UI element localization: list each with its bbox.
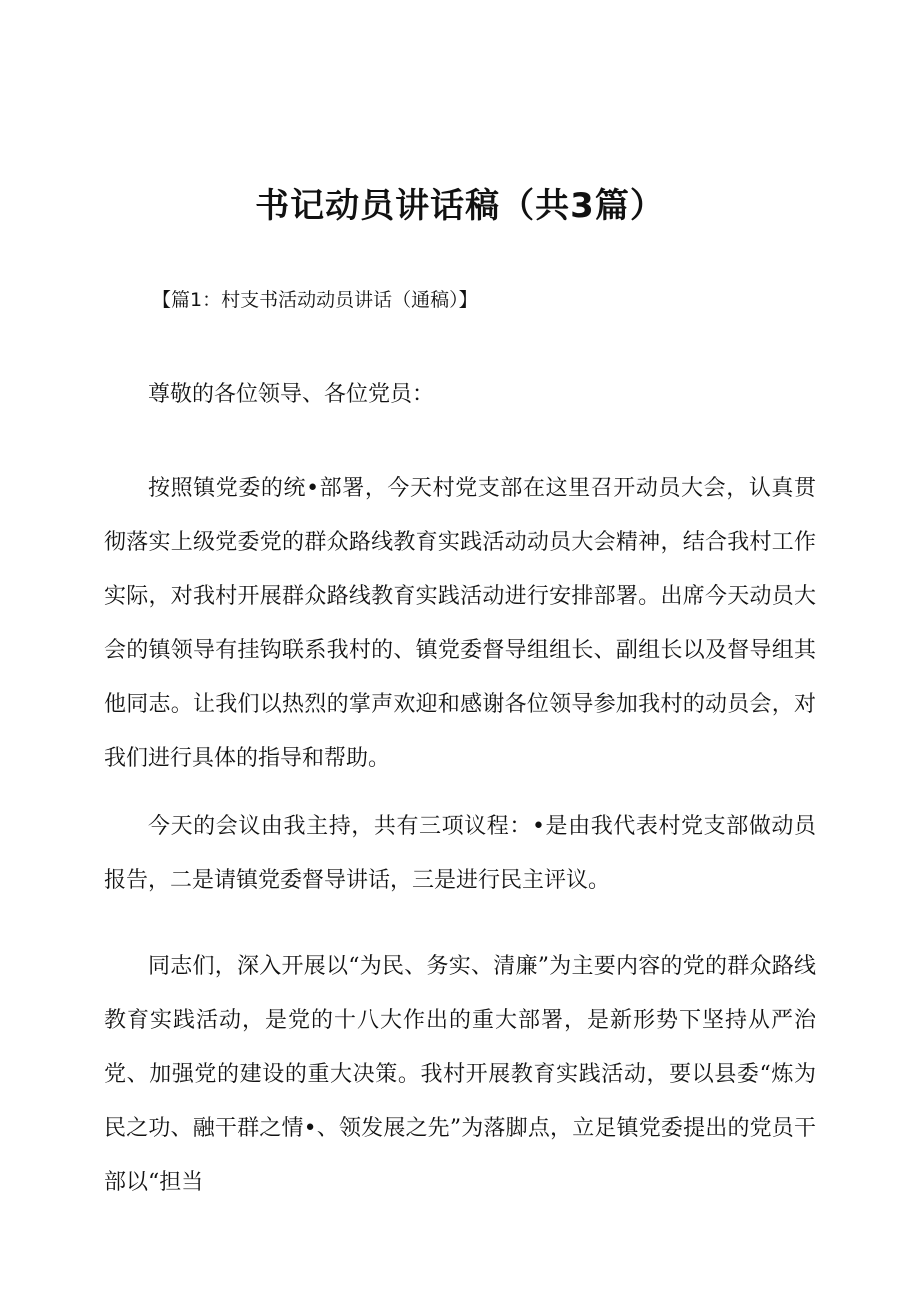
salutation: 尊敬的各位领导、各位党员： bbox=[148, 382, 435, 407]
paragraph: 今天的会议由我主持，共有三项议程：•是由我代表村党支部做动员报告，二是请镇党委督导讲话，三是进行民主评议。 bbox=[104, 814, 816, 893]
paragraph: 同志们，深入开展以“为民、务实、清廉”为主要内容的党的群众路线教育实践活动，是党的十八大作出的重大部署，是新形势下坚持从严治党、加强党的建设的重大决策。我村开展教育实践活动，要以县委“炼为民之功、融干群之情•、领发展之先”为落脚点，立足镇党委提出的党员干部以“担当 bbox=[104, 954, 816, 1195]
paragraph: 按照镇党委的统•部署，今天村党支部在这里召开动员大会，认真贯彻落实上级党委党的群众路线教育实践活动动员大会精神，结合我村工作实际，对我村开展群众路线教育实践活动进行安排部署。出席今天动员大会的镇领导有挂钩联系我村的、镇党委督导组组长、副组长以及督导组其他同志。让我们以热烈的掌声欢迎和感谢各位领导参加我村的动员会，对我们进行具体的指导和帮助。 bbox=[104, 476, 816, 771]
section-heading: 【篇1：村支书活动动员讲话（通稿）】 bbox=[152, 289, 478, 311]
document-title: 书记动员讲话稿（共3篇） bbox=[255, 186, 665, 226]
